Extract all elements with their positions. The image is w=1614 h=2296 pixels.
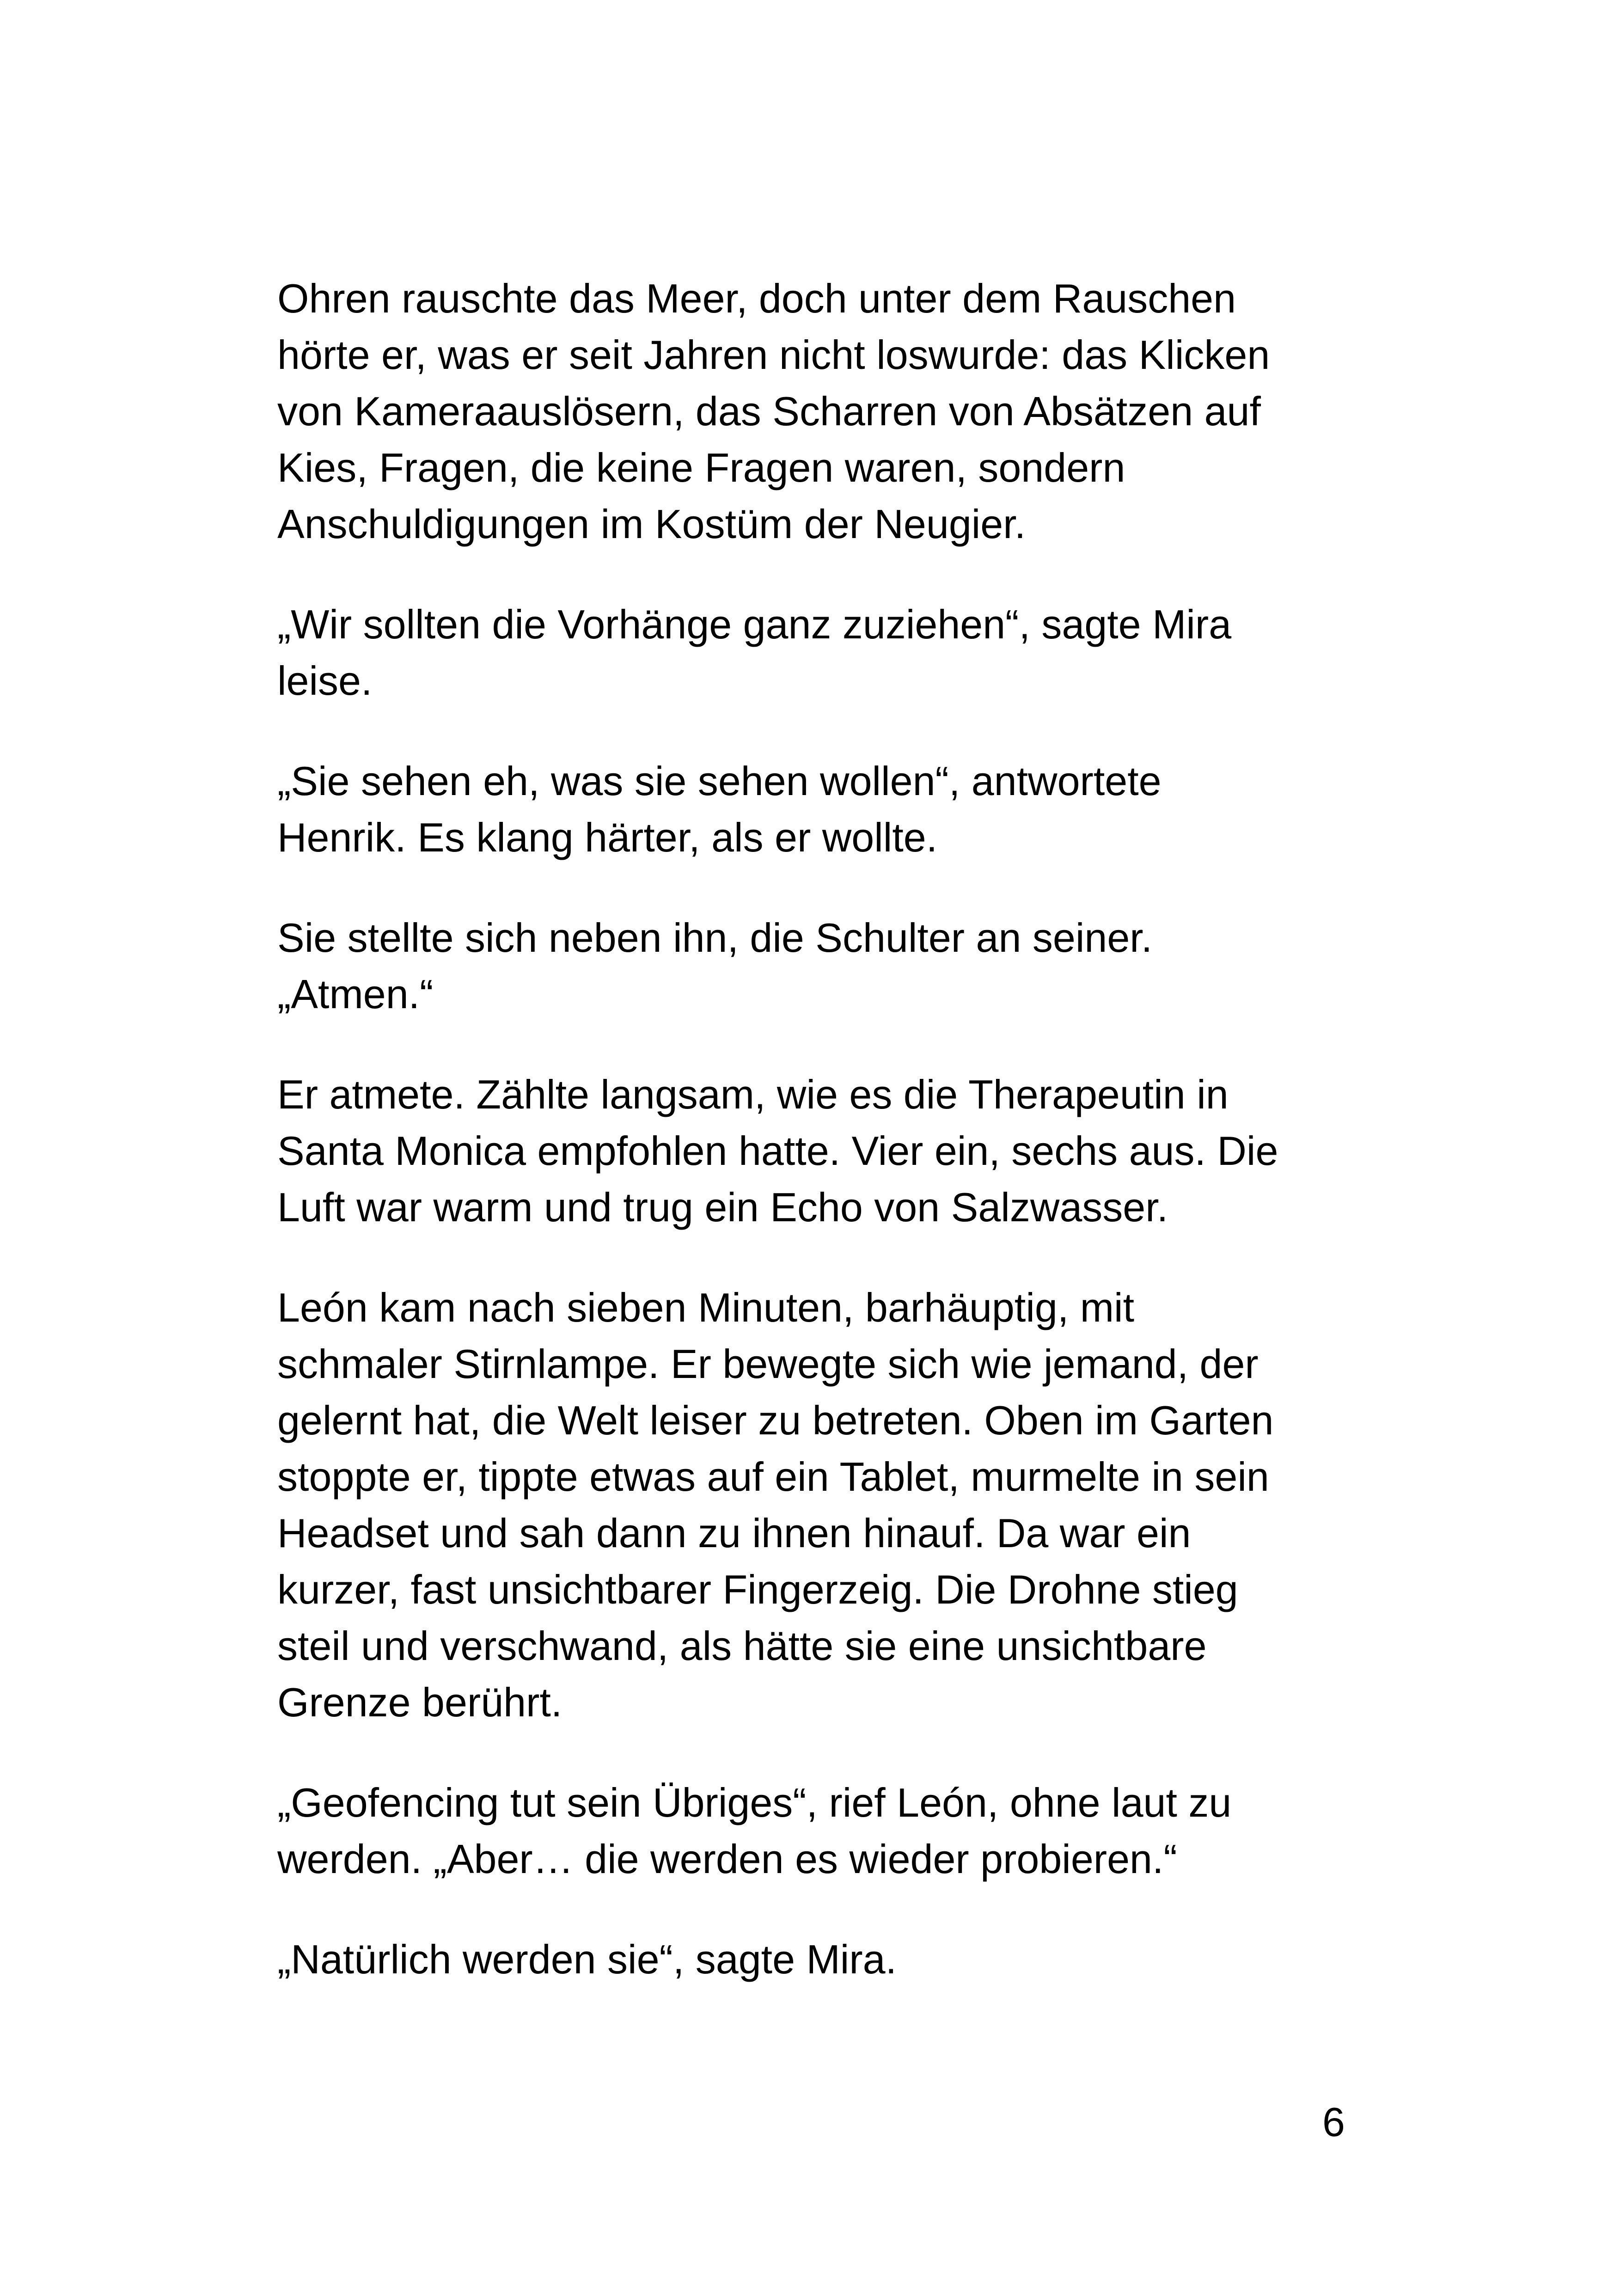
paragraph-3: „Sie sehen eh, was sie sehen wollen“, antwortete Henrik. Es klang härter, als er wollte. — [277, 758, 1162, 860]
paragraph-1: Ohren rauschte das Meer, doch unter dem Rauschen hörte er, was er seit Jahren nicht loswurde: das Klicken von Kameraauslösern, das Scharren von Absätzen auf Kies, Fragen, die keine Fragen waren, sondern Anschuldigungen im Kostüm der Neugier. — [277, 276, 1270, 547]
paragraph-8: „Natürlich werden sie“, sagte Mira. — [277, 1936, 897, 1982]
page-number: 6 — [1322, 2099, 1345, 2145]
body-text — [277, 270, 1340, 2032]
paragraph-2: „Wir sollten die Vorhänge ganz zuziehen“, sagte Mira leise. — [277, 601, 1232, 704]
paragraph-5: Er atmete. Zählte langsam, wie es die Therapeutin in Santa Monica empfohlen hatte. Vier ein, sechs aus. Die Luft war warm und trug ein Echo von Salzwasser. — [277, 1071, 1278, 1230]
paragraph-6: León kam nach sieben Minuten, barhäuptig, mit schmaler Stirnlampe. Er bewegte sich wie jemand, der gelernt hat, die Welt leiser zu betreten. Oben im Garten stoppte er, tippte etwas auf ein Tablet, murmelte in sein Headset und sah dann zu ihnen hinauf. Da war ein kurzer, fast unsichtbarer Fingerzeig. Die Drohne stieg steil und verschwand, als hätte sie eine unsichtbare Grenze berührt. — [277, 1285, 1274, 1725]
paragraph-4: Sie stellte sich neben ihn, die Schulter an seiner. „Atmen.“ — [277, 915, 1153, 1017]
paragraph-7: „Geofencing tut sein Übriges“, rief León, ohne laut zu werden. „Aber… die werden es wieder probieren.“ — [277, 1780, 1232, 1882]
